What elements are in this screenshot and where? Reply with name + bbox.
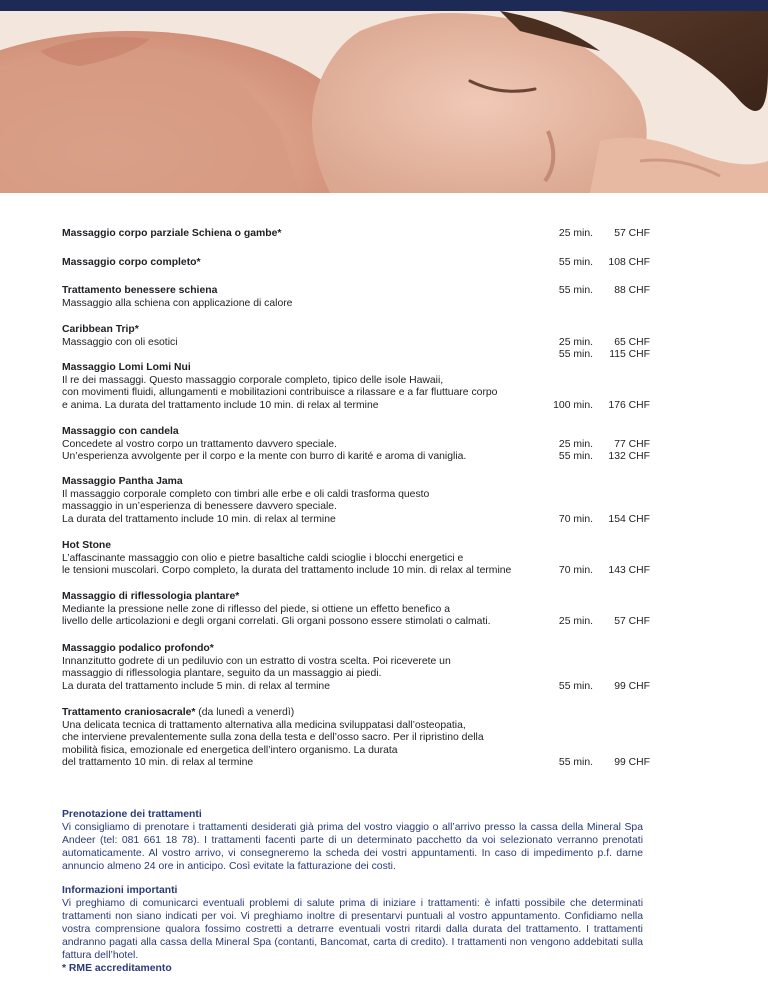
treatment-price: 132 CHF	[608, 451, 650, 462]
treatment-duration: 55 min.	[558, 451, 593, 462]
treatment-title: Massaggio corpo parziale Schiena o gambe*	[62, 228, 282, 239]
treatment-price: 88 CHF	[614, 285, 650, 296]
treatment-title: Hot Stone	[62, 540, 112, 551]
header-bar	[0, 0, 768, 11]
treatment-price: 65 CHF	[614, 337, 650, 348]
booking-heading: Prenotazione dei trattamenti	[62, 809, 202, 820]
treatment-title: Caribbean Trip*	[62, 324, 139, 335]
treatment-duration: 25 min.	[558, 337, 593, 348]
treatment-title	[62, 707, 532, 720]
treatment-duration: 100 min.	[553, 400, 593, 411]
treatment-description: massaggio in un’esperienza di benessere davvero speciale.	[62, 501, 337, 513]
treatment-duration: 70 min.	[558, 514, 593, 525]
treatment-duration: 25 min.	[558, 228, 593, 239]
treatment-description: con movimenti fluidi, allungamenti e mobilitazioni contribuisce a rilassare e a far fluttuare corpo	[62, 387, 498, 399]
treatment-description: Massaggio con oli esotici	[62, 336, 178, 348]
treatment-description: La durata del trattamento include 10 min. di relax al termine	[62, 513, 336, 525]
footnote: * RME accreditamento	[62, 963, 172, 974]
treatment-description: Concedete al vostro corpo un trattamento davvero speciale.	[62, 438, 337, 450]
treatment-title: Massaggio Pantha Jama	[62, 476, 183, 487]
treatment-description: Massaggio alla schiena con applicazione di calore	[62, 297, 293, 309]
treatment-price: 99 CHF	[614, 681, 650, 692]
treatment-description: Il massaggio corporale completo con timbri alle erbe e oli caldi trasforma questo	[62, 488, 430, 500]
treatment-price: 108 CHF	[608, 257, 650, 268]
treatment-duration: 25 min.	[558, 616, 593, 627]
treatment-price: 115 CHF	[609, 349, 650, 360]
booking-text: Vi consigliamo di prenotare i trattamenti desiderati già prima del vostro viaggio o all’arrivo presso la cassa della Mineral Spa Andeer (tel: 081 661 18 78). I trattamenti facenti parte di un determinato pacchetto da voi selezionato verranno prenotati automaticamente. Al vostro arrivo, vi consegneremo la scheda dei vostri appuntamenti. In caso di impedimento p.f. darne annuncio almeno 24 ore in anticipo. Così evitate la fatturazione dei costi.	[62, 822, 643, 872]
important-text: Vi preghiamo di comunicarci eventuali problemi di salute prima di iniziare i trattamenti: è infatti possibile che determinati trattamenti non siano indicati per voi. Vi preghiamo inoltre di presentarvi puntuali al vostro appuntamento. Confidiamo nella vostra comprensione qualora fossimo costretti a detrarre eventuali vostri ritardi dalla durata del trattamento. I trattamenti andranno pagati alla cassa della Mineral Spa (contanti, Bancomat, carta di credito). I trattamenti non vengono addebitati sulla fattura dell’hotel.	[62, 898, 643, 961]
treatment-description: Un’esperienza avvolgente per il corpo e la mente con burro di karité e aroma di vaniglia.	[62, 451, 467, 463]
treatment-title: Massaggio di riflessologia plantare*	[62, 591, 240, 602]
treatment-price: 154 CHF	[608, 514, 650, 525]
treatment-duration: 70 min.	[558, 565, 593, 576]
booking-section	[62, 808, 643, 873]
treatment-description: e anima. La durata del trattamento include 10 min. di relax al termine	[62, 399, 379, 411]
treatment-price: 143 CHF	[608, 565, 650, 576]
treatment-duration: 55 min.	[558, 257, 593, 268]
treatment-title: Trattamento benessere schiena	[62, 285, 218, 296]
treatment-title-text: Trattamento craniosacrale*	[62, 707, 196, 718]
treatment-description: mobilità fisica, emozionale ed energetica dell’intero organismo. La durata	[62, 744, 398, 756]
treatment-duration: 55 min.	[558, 349, 593, 360]
treatment-price: 57 CHF	[614, 228, 650, 239]
treatment-description: livello delle articolazioni e degli organi correlati. Gli organi possono essere stimolati o calmati.	[62, 616, 491, 628]
treatment-title: Massaggio podalico profondo*	[62, 643, 214, 654]
treatment-description: del trattamento 10 min. di relax al termine	[62, 757, 254, 769]
treatment-description: massaggio di riflessologia plantare, seguito da un massaggio ai piedi.	[62, 668, 382, 680]
treatment-duration: 55 min.	[558, 285, 593, 296]
treatment-note: (da lunedì a venerdì)	[195, 707, 295, 718]
treatment-title: Massaggio corpo completo*	[62, 257, 201, 268]
treatment-description: Il re dei massaggi. Questo massaggio corporale completo, tipico delle isole Hawaii,	[62, 374, 444, 386]
treatment-description: Mediante la pressione nelle zone di riflesso del piede, si ottiene un effetto benefico a	[62, 603, 450, 615]
hero-photo-massage	[0, 11, 768, 193]
treatment-duration: 55 min.	[558, 681, 593, 692]
treatment-description: Una delicata tecnica di trattamento alternativa alla medicina sviluppatasi dall’osteopatia,	[62, 719, 466, 731]
treatment-duration: 25 min.	[558, 439, 593, 450]
treatment-description: La durata del trattamento include 5 min. di relax al termine	[62, 680, 330, 692]
treatment-description: Innanzitutto godrete di un pediluvio con un estratto di vostra scelta. Poi riceverete un	[62, 655, 451, 667]
treatment-description: le tensioni muscolari. Corpo completo, la durata del trattamento include 10 min. di relax al termine	[62, 565, 512, 577]
treatment-description: L’affascinante massaggio con olio e pietre basaltiche caldi scioglie i blocchi energetici e	[62, 552, 464, 564]
treatment-title: Massaggio Lomi Lomi Nui	[62, 362, 191, 373]
hero-illustration	[0, 11, 768, 193]
treatment-price: 176 CHF	[608, 400, 650, 411]
important-heading: Informazioni importanti	[62, 885, 178, 896]
treatment-title: Massaggio con candela	[62, 426, 179, 437]
treatment-price: 77 CHF	[614, 439, 650, 450]
treatment-duration: 55 min.	[558, 757, 593, 768]
treatment-price: 99 CHF	[614, 757, 650, 768]
treatment-description: che interviene prevalentemente sulla zona della testa e dell’osso sacro. Per il ripristino della	[62, 732, 484, 744]
treatment-price: 57 CHF	[614, 616, 650, 627]
important-info-section	[62, 884, 643, 962]
